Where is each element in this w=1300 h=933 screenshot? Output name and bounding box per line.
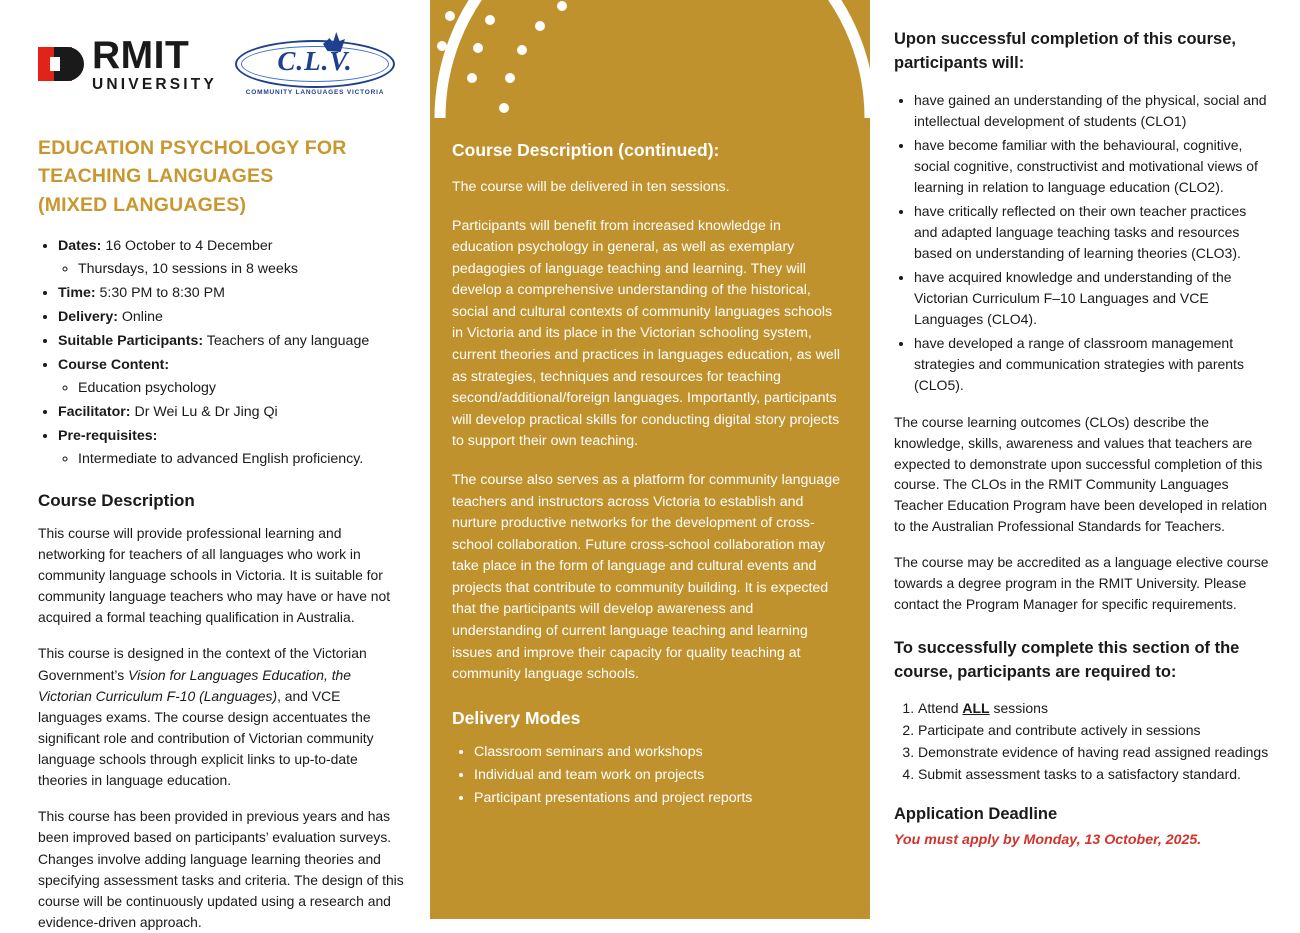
middle-p3: The course also serves as a platform for community language teachers and instructors across Victoria to establish and nurture productive networks for the development of cross-school collaboration. Future cross-school collaboration may take place in the form of language and cultural events and projects that contribute to community building. It is expected that the participants will develop awareness and understanding of current language teaching and learning issues and improve their capacity for quality teaching at community language schools. xyxy=(452,471,840,683)
application-deadline-heading: Application Deadline xyxy=(894,805,1058,824)
course-description-p1: This course will provide professional learning and networking for teachers of all languages who work in community language schools in Victoria. It is suitable for community language teachers who may have or have not acquired a formal teaching qualification in Australia. xyxy=(38,524,391,626)
p2-italic: Vision for Languages Education, the Victorian Curriculum F-10 (Languages) xyxy=(38,666,352,704)
list-item: • have gained an understanding of the physical, social and intellectual development of students (CLO1) xyxy=(914,90,1272,132)
rmit-mark-icon xyxy=(38,41,84,87)
list-item: • have become familiar with the behavioural, cognitive, social cognitive, constructivist and motivational views of learning in relation to language education (CLO2). xyxy=(914,135,1272,198)
list-item: ◦ Education psychology xyxy=(78,377,404,400)
course-description-continued-heading: Course Description (continued): xyxy=(452,140,720,160)
clv-logo xyxy=(235,30,395,98)
rmit-university-text: UNIVERSITY xyxy=(92,75,218,93)
list-item: • Dates: 16 October to 4 December ◦ Thursdays, 10 sessions in 8 weeks xyxy=(58,235,404,281)
list-item: 4. Submit assessment tasks to a satisfactory standard. xyxy=(918,764,1272,785)
list-item: 3. Demonstrate evidence of having read assigned readings xyxy=(918,742,1272,763)
clv-subtitle: COMMUNITY LANGUAGES VICTORIA xyxy=(245,89,385,96)
logo-row xyxy=(38,28,404,100)
clo-explanation: The course learning outcomes (CLOs) describe the knowledge, skills, awareness and values that teachers are expected to demonstrate upon successful completion of this course. The CLOs in the RMIT Community Languages Teacher Education Program have been developed in relation to the Australian Professional Standards for Teachers. xyxy=(894,413,1267,535)
p2-pre: This course is designed in the context of the Victorian Government’s xyxy=(38,645,367,683)
list-item: ◦ Intermediate to advanced English proficiency. xyxy=(78,448,404,471)
list-item: 2. Participate and contribute actively in sessions xyxy=(918,720,1272,741)
course-description-p3: This course has been provided in previous years and has been improved based on participants’ evaluation surveys. Changes involve adding language learning theories and specifying assessment tasks and criteria. The design of this course will be continuously updated using a research and evidence-driven approach. xyxy=(38,808,404,930)
page-title: EDUCATION PSYCHOLOGY FOR TEACHING LANGUAGES (MIXED LANGUAGES) xyxy=(38,137,347,216)
list-item: ◦ Thursdays, 10 sessions in 8 weeks xyxy=(78,258,404,281)
requirements-list xyxy=(894,698,1272,785)
list-item: • Classroom seminars and workshops xyxy=(474,741,844,764)
list-item: • Time: 5:30 PM to 8:30 PM xyxy=(58,282,404,305)
list-item: • Facilitator: Dr Wei Lu & Dr Jing Qi xyxy=(58,401,404,424)
left-column xyxy=(0,0,430,930)
list-item: • Course Content: ◦ Education psychology xyxy=(58,354,404,400)
list-item: • Individual and team work on projects xyxy=(474,764,844,787)
middle-p2: Participants will benefit from increased knowledge in education psychology in general, as well as exemplary pedagogies of language teaching and learning. They will develop a comprehensive understanding of the historical, social and cultural contexts of community languages schools in Victoria and its place in the Victorian schooling system, current theories and practices in languages education, as well as strategies, techniques and resources for teaching second/additional/foreign languages. Importantly, participants will develop practical skills for conducting digital story projects to support their own teaching. xyxy=(452,217,841,450)
course-description-heading: Course Description xyxy=(38,490,195,510)
right-column xyxy=(870,0,1300,919)
application-deadline-text: You must apply by Monday, 13 October, 2025. xyxy=(894,832,1202,849)
middle-p1: The course will be delivered in ten sessions. xyxy=(452,179,730,195)
learning-outcomes-list xyxy=(894,90,1272,396)
delivery-modes-list xyxy=(452,741,844,810)
outcomes-heading: Upon successful completion of this course, participants will: xyxy=(894,30,1236,72)
clv-wordmark: C.L.V. xyxy=(277,46,353,76)
list-item: • have critically reflected on their own teacher practices and adapted language teaching tasks and resources based on understanding of learning theories (CLO3). xyxy=(914,201,1272,264)
req-pre: Attend xyxy=(918,700,963,717)
p2-post: , and VCE languages exams. The course design accentuates the significant role and contribution of Victorian community language schools through explicit links to up-to-date theories in language education. xyxy=(38,687,374,789)
rmit-logo xyxy=(38,33,218,93)
req-emphasis: ALL xyxy=(962,700,990,717)
delivery-modes-heading: Delivery Modes xyxy=(452,707,581,728)
course-description-p2 xyxy=(38,643,404,791)
list-item xyxy=(918,698,1272,719)
requirements-heading: To successfully complete this section of the course, participants are required to: xyxy=(894,638,1240,681)
accreditation-note: The course may be accredited as a language elective course towards a degree program in the RMIT University. Please contact the Program Manager for specific requirements. xyxy=(894,554,1269,612)
course-facts-list xyxy=(38,235,404,471)
rmit-wordmark: RMIT xyxy=(92,33,190,77)
list-item: • Pre-requisites: ◦ Intermediate to advanced English proficiency. xyxy=(58,425,404,471)
req-post: sessions xyxy=(989,700,1048,717)
middle-column xyxy=(430,0,870,919)
list-item: • have acquired knowledge and understanding of the Victorian Curriculum F–10 Languages and VCE Languages (CLO4). xyxy=(914,267,1272,330)
list-item: • Participant presentations and project reports xyxy=(474,787,844,810)
list-item: • Delivery: Online xyxy=(58,306,404,329)
list-item: • have developed a range of classroom management strategies and communication strategies with parents (CLO5). xyxy=(914,333,1272,396)
list-item: • Suitable Participants: Teachers of any language xyxy=(58,330,404,353)
